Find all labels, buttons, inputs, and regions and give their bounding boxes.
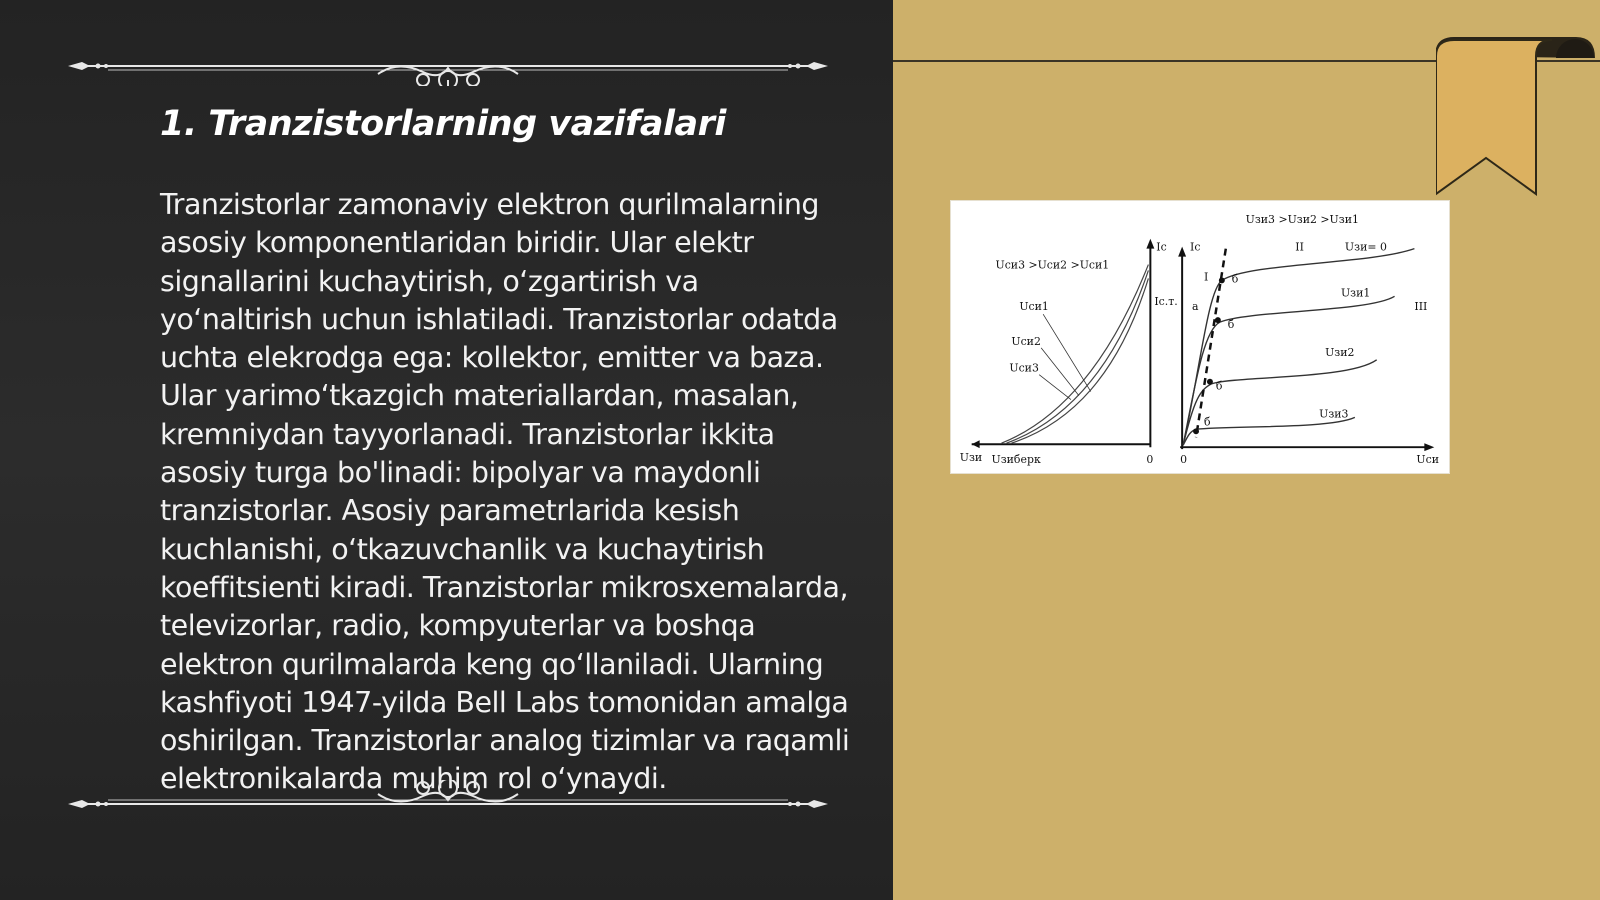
slide-body-text: Tranzistorlar zamonaviy elektron qurilmalarning asosiy komponentlaridan biridir. Ular elektr signallarini kuchaytirish, o‘zgartirish va yo‘naltirish uchun ishlatiladi. Tranzistorlar odatda uchta elekrodga ega: kollektor, emitter va baza. Ular yarimo‘tkazgich materiallardan, masalan, kremniydan tayyorlanadi. Tranzistorlar ikkita asosiy turga bo'linadi: bipolyar va maydonli tranzistorlar. Asosiy parametrlarida kesish kuchlanishi, o‘tkazuvchanlik va kuchaytirish koeffitsienti kiradi. Tranzistorlar mikrosxemalarda, televizorlar, radio, kompyuterlar va boshqa elektron qurilmalarda keng qo‘llaniladi. Ularning kashfiyoti 1947-yilda Bell Labs tomonidan amalga oshirilgan. Tranzistorlar analog tizimlar va raqamli elektronikalarda muhim rol o‘ynaydi. [160, 188, 850, 796]
label-region-3: III [1414, 300, 1428, 314]
label-usi1: Uси1 [1019, 300, 1049, 314]
label-uzi0: Uзи= 0 [1344, 240, 1387, 254]
label-region-1: I [1203, 270, 1209, 284]
label-usi2: Uси2 [1011, 334, 1041, 348]
slide-title: 1. Tranzistorlarning vazifalari [160, 104, 726, 144]
label-zero-left: 0 [1146, 453, 1154, 467]
label-axis-uzi: Uзи [959, 451, 983, 465]
transistor-characteristics-figure [950, 200, 1450, 474]
label-zero-right: 0 [1180, 453, 1188, 467]
label-right-ic: Ic [1190, 240, 1201, 254]
top-ornament-divider [68, 46, 828, 86]
label-ict: Ic.т. [1154, 295, 1178, 309]
label-region-2: II [1295, 240, 1304, 254]
label-uzi1: Uзи1 [1340, 286, 1371, 300]
label-point-b4: б [1203, 415, 1211, 429]
output-curve-uzi0 [1183, 249, 1414, 446]
transfer-curve-2 [1006, 270, 1148, 443]
label-uzi2: Uзи2 [1325, 345, 1355, 359]
label-axis-uziberk: Uзиберк [991, 453, 1041, 467]
output-curve-uzi1 [1183, 296, 1394, 445]
saturation-boundary [1196, 249, 1226, 438]
label-point-b1: б [1231, 272, 1239, 286]
label-point-b3: б [1215, 379, 1223, 393]
label-uzi3: Uзи3 [1319, 407, 1349, 421]
bookmark-ribbon-icon [1436, 36, 1596, 196]
label-usi3: Uси3 [1009, 361, 1039, 375]
label-top: Uзи3 >Uзи2 >Uзи1 [1245, 212, 1359, 226]
transfer-curve-1 [1001, 265, 1148, 444]
transistor-characteristics-diagram [951, 201, 1449, 473]
label-left-ic: Ic [1156, 240, 1167, 254]
label-point-b2: б [1227, 318, 1235, 332]
bottom-ornament-divider [68, 780, 828, 820]
label-point-a: a [1192, 300, 1199, 314]
label-left: Uси3 >Uси2 >Uси1 [995, 258, 1110, 272]
label-axis-usi: Uси [1416, 453, 1439, 467]
output-curve-uzi2 [1183, 360, 1377, 445]
